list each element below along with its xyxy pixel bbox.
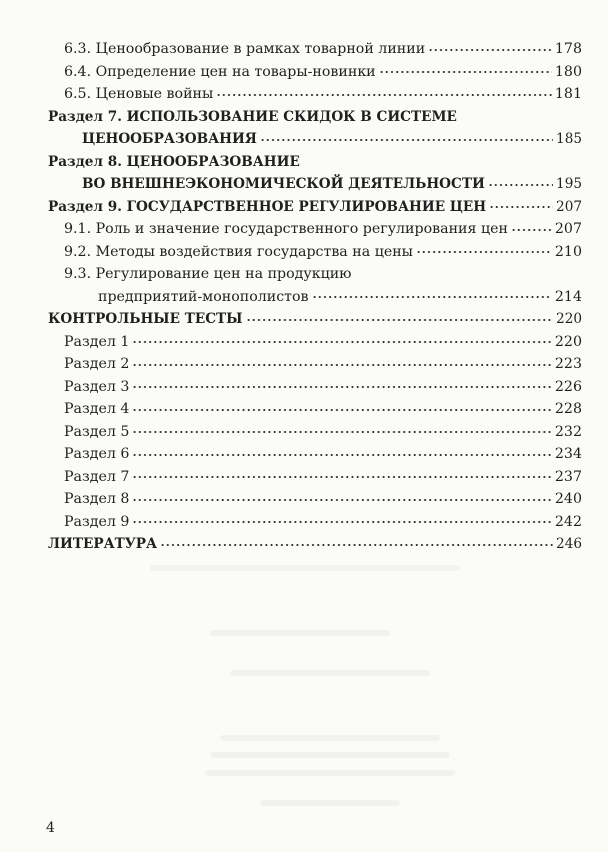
leader-dots	[132, 354, 551, 368]
toc-entry-page: 195	[556, 176, 582, 192]
toc-entry-title: 6.5. Ценовые войны	[64, 86, 214, 102]
page-number: 4	[46, 820, 55, 836]
toc-entry-page: 185	[556, 131, 582, 147]
toc-entry-title: Раздел 8	[64, 491, 130, 507]
leader-dots	[260, 129, 553, 143]
bleed-through-mark	[150, 565, 460, 571]
toc-entry-title: Раздел 3	[64, 378, 130, 395]
toc-entry-title: Раздел 1	[64, 333, 130, 350]
toc-entry-title: Раздел 4	[64, 401, 130, 417]
toc-entry-title-line1: Раздел 8. ЦЕНООБРАЗОВАНИЕ	[48, 153, 300, 170]
toc-test-section-4	[48, 398, 582, 421]
toc-entry-title: 9.1. Роль и значение государственного регулирования цен	[64, 221, 508, 237]
toc-section-9	[48, 196, 582, 219]
toc-entry-title-line1: 9.3. Регулирование цен на продукцию	[64, 266, 352, 282]
toc-literature	[48, 533, 582, 556]
toc-section-8	[48, 151, 582, 196]
leader-dots	[132, 466, 551, 480]
leader-dots	[416, 241, 552, 255]
toc-test-section-3	[48, 376, 582, 399]
leader-dots	[216, 84, 552, 98]
toc-entry-page: 240	[554, 491, 582, 507]
toc-entry-title: 6.4. Определение цен на товары-новинки	[64, 63, 376, 80]
toc-entry-page: 210	[554, 243, 582, 260]
toc-entry-title: 9.2. Методы воздействия государства на цены	[64, 243, 413, 260]
toc-entry-6-4	[48, 61, 582, 84]
toc-control-tests	[48, 308, 582, 331]
toc-entry-title-line2: предприятий-монополистов	[98, 288, 309, 305]
bleed-through-mark	[210, 630, 390, 636]
toc-entry-title: Раздел 9	[64, 513, 130, 530]
toc-entry-title: КОНТРОЛЬНЫЕ ТЕСТЫ	[48, 311, 243, 327]
leader-dots	[312, 286, 552, 300]
toc-entry-page: 181	[554, 86, 582, 102]
toc-test-section-6	[48, 443, 582, 466]
leader-dots	[132, 444, 551, 458]
toc-entry-page: 214	[554, 288, 582, 305]
leader-dots	[489, 197, 553, 211]
leader-dots	[488, 174, 553, 188]
leader-dots	[132, 489, 551, 503]
toc-entry-title: Раздел 6	[64, 446, 130, 462]
toc-entry-page: 207	[554, 221, 582, 237]
toc-entry-page: 232	[554, 423, 582, 440]
toc-entry-9-2	[48, 241, 582, 264]
toc-entry-page: 220	[554, 333, 582, 350]
toc-entry-9-1	[48, 218, 582, 241]
toc-entry-page: 228	[554, 401, 582, 417]
toc-entry-page: 242	[554, 513, 582, 530]
toc-entry-title: Раздел 2	[64, 356, 130, 372]
toc-entry-title: Раздел 9. ГОСУДАРСТВЕННОЕ РЕГУЛИРОВАНИЕ ЦЕН	[48, 198, 487, 215]
leader-dots	[379, 61, 552, 75]
toc-test-section-5	[48, 421, 582, 444]
leader-dots	[246, 309, 554, 323]
toc-entry-title: Раздел 7	[64, 468, 130, 485]
bleed-through-mark	[230, 670, 430, 676]
leader-dots	[132, 331, 551, 345]
bleed-through-mark	[220, 735, 440, 741]
toc-entry-title: Раздел 5	[64, 423, 130, 440]
leader-dots	[132, 511, 551, 525]
toc-entry-page: 237	[554, 468, 582, 485]
leader-dots	[132, 421, 551, 435]
toc-section-7	[48, 106, 582, 151]
toc-test-section-9	[48, 511, 582, 534]
leader-dots	[160, 534, 553, 548]
bleed-through-mark	[260, 800, 400, 806]
bleed-through-mark	[210, 752, 450, 758]
toc-test-section-8	[48, 488, 582, 511]
table-of-contents	[48, 38, 582, 556]
toc-entry-title-line2: ЦЕНООБРАЗОВАНИЯ	[82, 131, 257, 147]
toc-test-section-1	[48, 331, 582, 354]
leader-dots	[132, 376, 551, 390]
toc-entry-page: 246	[556, 536, 582, 552]
toc-entry-title-line2: ВО ВНЕШНЕЭКОНОМИЧЕСКОЙ ДЕЯТЕЛЬНОСТИ	[82, 176, 485, 192]
toc-entry-6-5	[48, 83, 582, 106]
toc-entry-title: 6.3. Ценообразование в рамках товарной линии	[64, 41, 426, 57]
toc-test-section-2	[48, 353, 582, 376]
bleed-through-mark	[205, 770, 455, 776]
toc-entry-9-3	[48, 263, 582, 308]
toc-entry-page: 220	[556, 311, 582, 327]
toc-test-section-7	[48, 466, 582, 489]
toc-entry-6-3	[48, 38, 582, 61]
toc-entry-title: ЛИТЕРАТУРА	[48, 536, 158, 552]
toc-entry-page: 234	[554, 446, 582, 462]
toc-entry-page: 180	[554, 63, 582, 80]
toc-entry-title-line1: Раздел 7. ИСПОЛЬЗОВАНИЕ СКИДОК В СИСТЕМЕ	[48, 108, 457, 125]
toc-entry-page: 207	[556, 198, 582, 215]
leader-dots	[132, 399, 551, 413]
leader-dots	[511, 219, 552, 233]
leader-dots	[428, 39, 552, 53]
toc-entry-page: 226	[554, 378, 582, 395]
toc-entry-page: 178	[554, 41, 582, 57]
toc-entry-page: 223	[554, 356, 582, 372]
